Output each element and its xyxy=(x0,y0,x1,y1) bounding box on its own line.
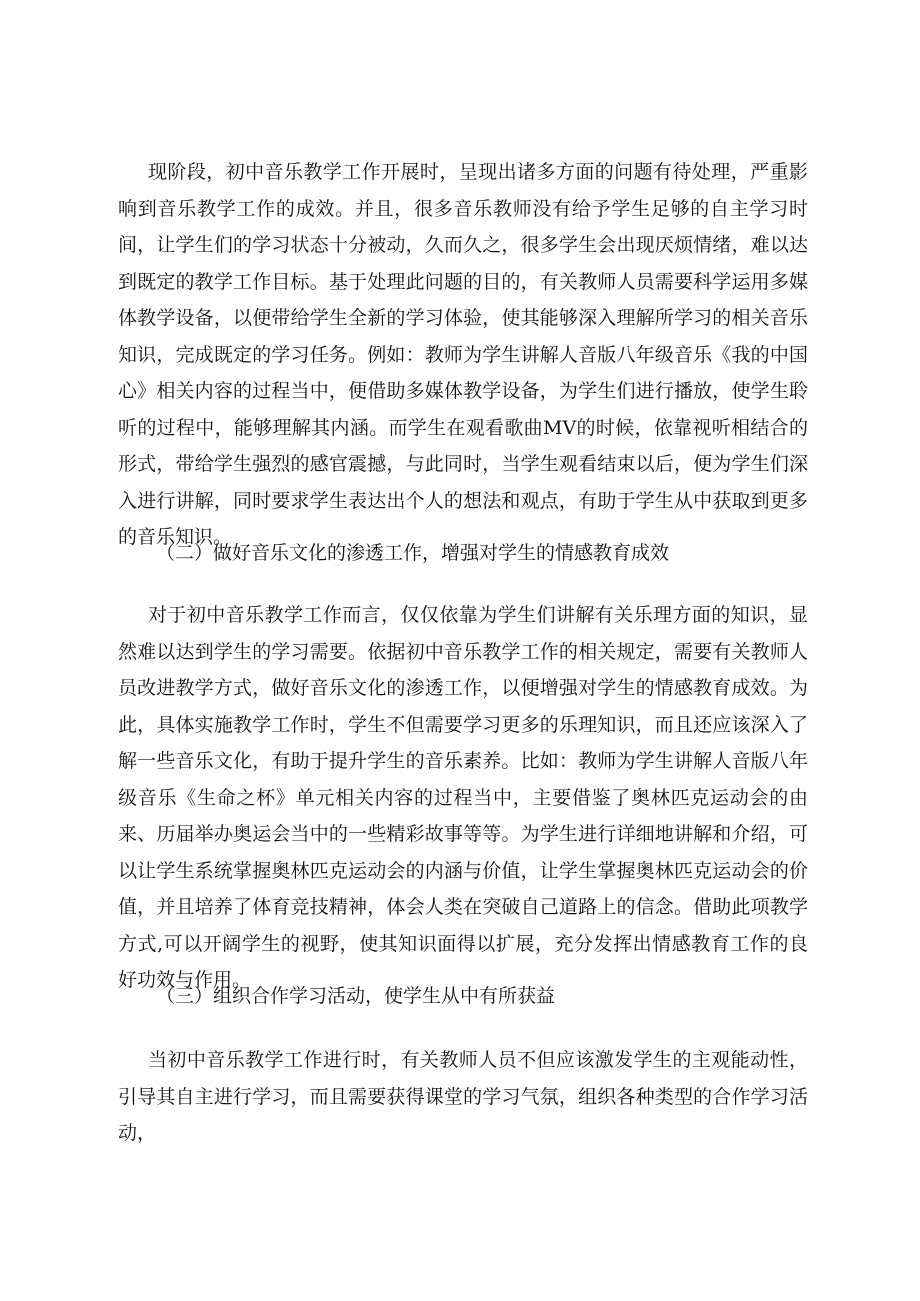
body-paragraph xyxy=(118,154,808,556)
paragraph-text: 对于初中音乐教学工作而言，仅仅依靠为学生们讲解有关乐理方面的知识，显然难以达到学生的学习需要。依据初中音乐教学工作的相关规定，需要有关教师人员改进教学方式，做好音乐文化的渗透工作，以便增强对学生的情感教育成效。为此，具体实施教学工作时，学生不但需要学习更多的乐理知识，而且还应该深入了解一些音乐文化，有助于提升学生的音乐素养。比如：教师为学生讲解人音版八年级音乐《生命之杯》单元相关内容的过程当中，主要借鉴了奥林匹克运动会的由来、历届举办奥运会当中的一些精彩故事等等。为学生进行详细地讲解和介绍，可以让学生系统掌握奥林匹克运动会的内涵与价值，让学生掌握奥林匹克运动会的价值，并且培养了体育竞技精神，体会人类在突破自己道路上的信念。借助此项教学方式,可以开阔学生的视野，使其知识面得以扩展，充分发挥出情感教育工作的良好功效与作用。 xyxy=(118,604,808,991)
section-heading: （二）做好音乐文化的渗透工作，增强对学生的情感教育成效 xyxy=(156,542,670,564)
body-paragraph xyxy=(118,597,808,999)
body-paragraph xyxy=(118,1042,808,1152)
paragraph-text: 当初中音乐教学工作进行时，有关教师人员不但应该激发学生的主观能动性，引导其自主进行学习，而且需要获得课堂的学习气氛，组织各种类型的合作学习活动， xyxy=(118,1049,808,1144)
paragraph-text: 现阶段，初中音乐教学工作开展时，呈现出诸多方面的问题有待处理，严重影响到音乐教学工作的成效。并且，很多音乐教师没有给予学生足够的自主学习时间，让学生们的学习状态十分被动，久而久之，很多学生会出现厌烦情绪，难以达到既定的教学工作目标。基于处理此问题的目的，有关教师人员需要科学运用多媒体教学设备，以便带给学生全新的学习体验，使其能够深入理解所学习的相关音乐知识，完成既定的学习任务。例如：教师为学生讲解人音版八年级音乐《我的中国心》相关内容的过程当中，便借助多媒体教学设备，为学生们进行播放，使学生聆听的过程中，能够理解其内涵。而学生在观看歌曲MV的时候，依靠视听相结合的形式，带给学生强烈的感官震撼，与此同时，当学生观看结束以后，便为学生们深入进行讲解，同时要求学生表达出个人的想法和观点，有助于学生从中获取到更多的音乐知识。 xyxy=(118,161,808,548)
section-heading: （三）组织合作学习活动，使学生从中有所获益 xyxy=(156,985,556,1007)
